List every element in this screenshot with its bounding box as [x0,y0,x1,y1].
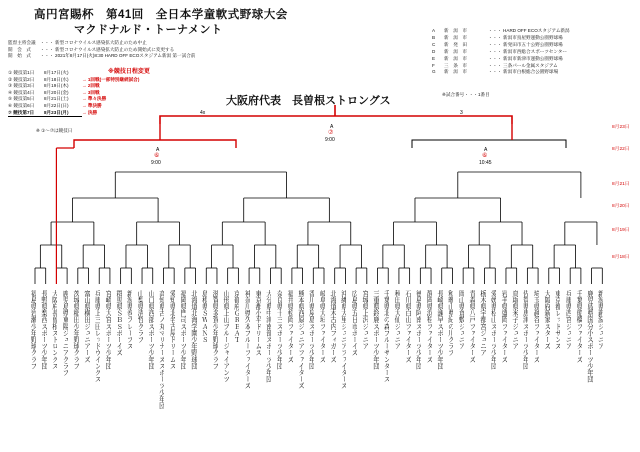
team-name: 宮城県上沢ジュニア [360,290,368,350]
team-name: 高知県古ノ丸マリナーズスポーツ少年団 [157,290,165,409]
semi-right-venue: A [484,147,488,153]
schedule-date: 8月22日(日) [44,102,69,108]
venue-code: C [432,41,436,47]
team-name: 山梨県清哲クラブ [136,290,144,343]
venue-city: 新 潟 市 [444,28,467,33]
team-name: 福島県岩瀬少年野球クラブ [29,290,36,370]
venue-city: 新 潟 市 [444,34,467,40]
team-name: 富山県横田ジュニアーズ [82,290,90,363]
semi-left-time: 9:00 [151,160,161,166]
schedule-change-label: ※競技日程変更 [108,69,150,75]
team-name: 新潟県新潟ジュニア [596,290,604,350]
date-label: 8月23日 [612,125,630,130]
venue-place: ・・・ 新潟市鳥屋野運動公園野球場 [488,34,563,40]
team-name: 大阪府新家スターズ [542,290,550,350]
semi-left-number: ⑥ [154,153,160,159]
info-key: 開 会 式 [8,46,31,52]
team-name: 奈良県十三スポーツ少年団 [275,290,283,370]
date-label: 8月21日 [612,182,630,187]
schedule-note: → 決勝 [82,109,98,115]
team-list [28,290,606,448]
team-name: 三重県鈴鹿スポーツ少年団 [371,290,379,370]
semi-left-venue: A [156,147,160,153]
team-name: 静岡県浜松ファイターズ [425,290,433,363]
info-key: 開 始 式 [8,53,31,59]
semifinal-right [412,124,566,166]
schedule-footnote: ※ ①〜⑦は競技日 [36,128,73,133]
venue-note: ※試合番号・・・1番目 [442,92,490,97]
team-name: 栃木県宇都宮ジュニア [478,290,486,356]
semifinal-left [74,124,236,166]
venue-place: ・・・ 新潟市新津市運動公園野球場 [488,55,563,61]
schedule-round: ⑤ 競技第5日 [8,96,35,102]
schedule-round: ③ 競技第3日 [8,83,35,89]
team-name: 鹿児島県東陽ジュニアクラブ [61,290,69,376]
schedule-date: 8月19日(木) [44,83,69,89]
team-name: 大阪府長曽根ストロングス [50,290,58,370]
team-name: 岡山県倉敷ジュニア [457,290,465,350]
team-name: 群馬県ＳＢＳボーイズ [114,290,122,356]
team-name: 山口県西部スポーツ少年団 [146,290,154,370]
info-value: ・・・ 2021年8月17日(火)8:30 HARD OFF ECOスタジアム新潟 第一試合前 [40,53,196,59]
venue-place: ・・・ 三条パール金属スタジアム [488,62,558,68]
schedule-date: 8月17日(火) [44,70,69,75]
final-time: 9:00 [325,137,335,143]
venue-code: E [432,55,436,61]
page-title: 高円宮賜杯 第41回 全日本学童軟式野球大会 [34,9,288,21]
team-name: 沖縄県大里ジュニアファイターズ [339,290,347,389]
schedule-note: → 1回戦(一部特別継続試合) [82,76,140,82]
team-name: 和歌山県紀の川クラブ [446,290,454,356]
team-name: 佐賀県唐津スポーツ少年団 [521,290,529,370]
venue-code: B [432,34,436,40]
team-name: 岐阜県大垣ファイターズ [318,290,325,363]
team-name: 宮崎県大宮スポーツ少年団 [103,290,111,370]
team-name: 東京都レッドサンズ [553,290,561,350]
venue-city: 三 条 市 [444,62,467,68]
final-left-score: 4x [200,110,206,116]
venue-city: 新 潟 市 [444,48,467,54]
team-name: 茨城県稲田少年野球クラブ [71,290,79,370]
team-name: 島根県ＳＷＡＮＳ [200,290,208,343]
team-name: 岩手県盛岡ファイターズ [499,290,507,363]
team-name: 鳥取県米子ジュニア [510,290,518,350]
schedule-note: → 準々決勝 [82,96,107,102]
team-name: 福井県松岡ファイターズ [285,290,293,363]
venue-code: G [432,69,436,75]
team-name: 鹿児島県国分小スポーツ少年団 [585,290,593,383]
final-match [160,105,512,143]
semi-right-connector [412,140,566,148]
team-name: 神奈川県久本ブルーファイターズ [243,290,251,389]
final-number: ⑦ [328,130,334,136]
schedule-date: 8月23日(月) [44,110,82,118]
venue-place: ・・・ 新潟市白根総合公園野球場 [488,69,559,75]
venue-code: F [432,62,435,68]
final-venue: A [330,124,334,130]
info-value: ・・・ 新型コロナウイルス感染拡大防止のため中止 [40,40,147,45]
date-label: 8月20日 [612,204,630,209]
team-name: 秋田県大仙ジュニア [392,290,400,350]
team-name: 長野県梨西スポーツ少年団 [39,290,47,370]
date-label: 8月18日 [612,255,630,260]
schedule-note: → 2回戦 [82,83,100,89]
schedule-note: → 3回戦 [82,89,100,95]
team-name: 兵庫県上三田レッドウイングス [93,290,101,383]
info-key: 監督主将会議 [8,40,36,45]
venue-city: 新 発 田 [444,41,467,47]
champion-banner: 大阪府代表 長曽根ストロングス [226,95,391,107]
team-name: 千葉県船橋ファイターズ [574,290,582,363]
venue-code: A [432,28,436,33]
venue-place: ・・・ 新潟市西総合スポーツセンター [488,48,568,54]
team-name: 福岡県門司スポーツ少年団 [178,290,186,370]
team-name: 青森県八戸ファイターズ [467,290,475,363]
team-name: 滋賀県多賀少年野球クラブ [210,290,218,370]
schedule-round: ⑦ 競技第7日 [8,110,44,118]
team-name: 山形県上山ブルージャイアンツ [221,290,229,383]
team-name: 愛媛県松山スポーツ少年団 [489,290,497,370]
date-label: 8月19日 [612,228,630,233]
venue-city: 新 潟 市 [444,55,467,61]
team-name: 熊本県西原ジュニアファイターズ [296,290,304,389]
semi-right-number: ⑥ [482,153,488,159]
schedule-date: 8月20日(金) [44,89,69,95]
semi-left-connector [74,140,236,148]
bracket-rounds [35,148,602,284]
team-name: 新潟県巻ブレーブス [125,290,133,350]
schedule-date: 8月21日(土) [44,96,69,102]
team-name: 埼玉県越谷ファイターズ [532,290,540,363]
date-label: 8月22日 [612,147,630,152]
venue-code: D [432,48,436,54]
team-name: 兵庫県西宮ジュニア [564,290,572,350]
info-value: ・・・ 新型コロナウイルス感染拡大防止のため開始式に変更する [40,46,175,52]
team-name: 徳島県阿南スポーツ少年団 [414,290,422,370]
team-name: 愛知県北名古屋ドリームス [168,290,176,370]
schedule-round: ② 競技第2日 [8,76,35,82]
team-name: 広島県五日市ボーイズ [350,290,358,356]
team-name: 京都府ＧＲＥＡＴ [232,290,240,343]
schedule-date: 8月18日(水) [44,76,69,82]
final-connector [160,116,512,124]
team-name: 北海道木古内フィガーズ [328,290,336,363]
schedule-round: ⑥ 競技第6日 [8,102,35,108]
team-name: 香川県屋島スポーツ少年団 [307,290,315,370]
schedule-note: → 準決勝 [82,102,102,108]
venue-city: 新 潟 市 [444,69,467,75]
schedule-round: ④ 競技第4日 [8,89,35,95]
venue-place: ・・・ HARD OFF ECOスタジアム新潟 [488,28,570,33]
team-name: 千葉県北の森ブルーサンダース [382,290,390,383]
schedule-round: ① 競技第1日 [8,70,35,75]
team-name: 石川県白山ファイターズ [403,290,411,363]
team-name: 大分県中津南部スポーツ少年団 [264,290,272,383]
page-subtitle: マクドナルド・トーナメント [74,24,223,36]
team-name: 長崎県諫早スポーツ少年団 [435,290,443,370]
semi-right-time: 10:45 [479,160,492,166]
team-name: 北海道北海学園少年野球団 [189,290,197,370]
team-name: 東京都小平ドリームス [253,290,261,356]
venue-place: ・・・ 新発田市五十公野公園野球場 [488,41,563,47]
final-right-score: 3 [460,110,463,116]
